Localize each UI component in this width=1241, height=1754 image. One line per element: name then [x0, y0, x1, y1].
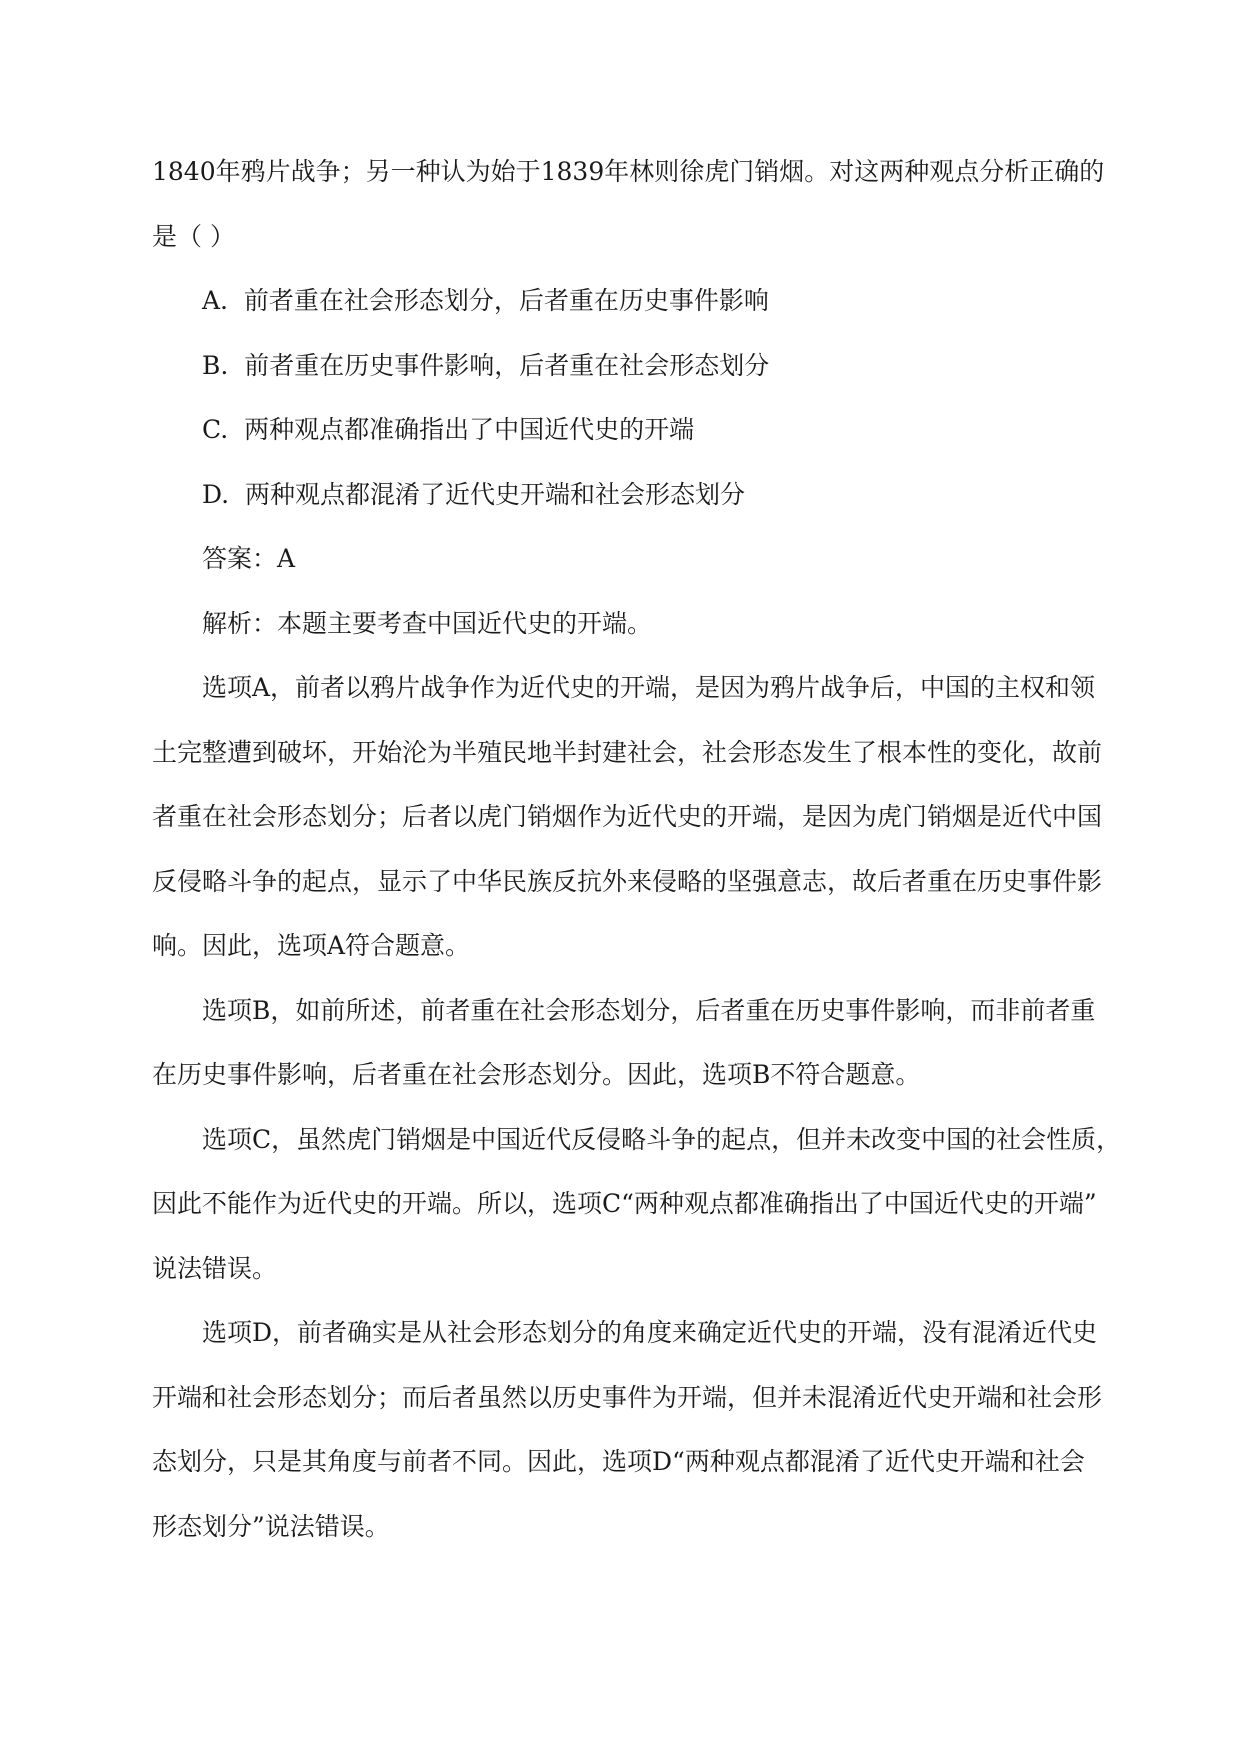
- paragraph-line: 选项B，如前所述，前者重在社会形态划分，后者重在历史事件影响，而非前者重: [202, 995, 1096, 1025]
- option-d-text: 两种观点都混淆了近代史开端和社会形态划分: [245, 479, 746, 509]
- option-c-label: C.: [202, 415, 229, 444]
- paragraph-line: 形态划分”说法错误。: [152, 1511, 390, 1541]
- option-a-text: 前者重在社会形态划分，后者重在历史事件影响: [243, 286, 769, 315]
- paragraph-option-d: [152, 1301, 1103, 1559]
- paragraph-line: 者重在社会形态划分；后者以虎门销烟作为近代史的开端，是因为虎门销烟是近代中国: [152, 802, 1103, 831]
- paragraph-option-b: [152, 979, 1096, 1108]
- option-a-label: A.: [202, 286, 229, 315]
- document-page: [152, 140, 1122, 1559]
- option-a: [152, 269, 1092, 334]
- answer-line: 答案：A: [202, 544, 296, 573]
- paragraph-line: 态划分，只是其角度与前者不同。因此，选项D“两种观点都混淆了近代史开端和社会: [152, 1447, 1085, 1476]
- paragraph-line: 响。因此，选项A符合题意。: [152, 931, 471, 960]
- paragraph-line: 因此不能作为近代史的开端。所以，选项C“两种观点都准确指出了中国近代史的开端”: [152, 1189, 1097, 1218]
- option-c-text: 两种观点都准确指出了中国近代史的开端: [244, 415, 695, 444]
- paragraph-line: 反侵略斗争的起点，显示了中华民族反抗外来侵略的坚强意志，故后者重在历史事件影: [152, 866, 1103, 896]
- option-b-text: 前者重在历史事件影响，后者重在社会形态划分: [244, 350, 770, 380]
- question-stem-line-2: 是（ ）: [152, 221, 235, 251]
- question-stem-line-1: 1840年鸦片战争；另一种认为始于1839年林则徐虎门销烟。对这两种观点分析正确的: [152, 157, 1105, 186]
- paragraph-option-a: [152, 656, 1103, 979]
- paragraph-line: 土完整遭到破坏，开始沦为半殖民地半封建社会，社会形态发生了根本性的变化，故前: [152, 737, 1103, 767]
- option-d-label: D.: [202, 479, 230, 509]
- paragraph-line: 选项D，前者确实是从社会形态划分的角度来确定近代史的开端，没有混淆近代史: [202, 1318, 1098, 1347]
- paragraph-line: 说法错误。: [152, 1253, 278, 1283]
- option-b-label: B.: [202, 350, 229, 380]
- option-b: [152, 334, 1092, 399]
- paragraph-option-c: [152, 1108, 1122, 1302]
- paragraph-line: 在历史事件影响，后者重在社会形态划分。因此，选项B不符合题意。: [152, 1060, 921, 1089]
- paragraph-line: 开端和社会形态划分；而后者虽然以历史事件为开端，但并未混淆近代史开端和社会形: [152, 1382, 1103, 1412]
- paragraph-line: 选项C，虽然虎门销烟是中国近代反侵略斗争的起点，但并未改变中国的社会性质，: [202, 1124, 1122, 1154]
- option-d: [152, 463, 1092, 528]
- option-c: [152, 398, 1092, 463]
- paragraph-line: 选项A，前者以鸦片战争作为近代史的开端，是因为鸦片战争后，中国的主权和领: [202, 673, 1096, 702]
- analysis-intro: 解析：本题主要考查中国近代史的开端。: [202, 608, 653, 638]
